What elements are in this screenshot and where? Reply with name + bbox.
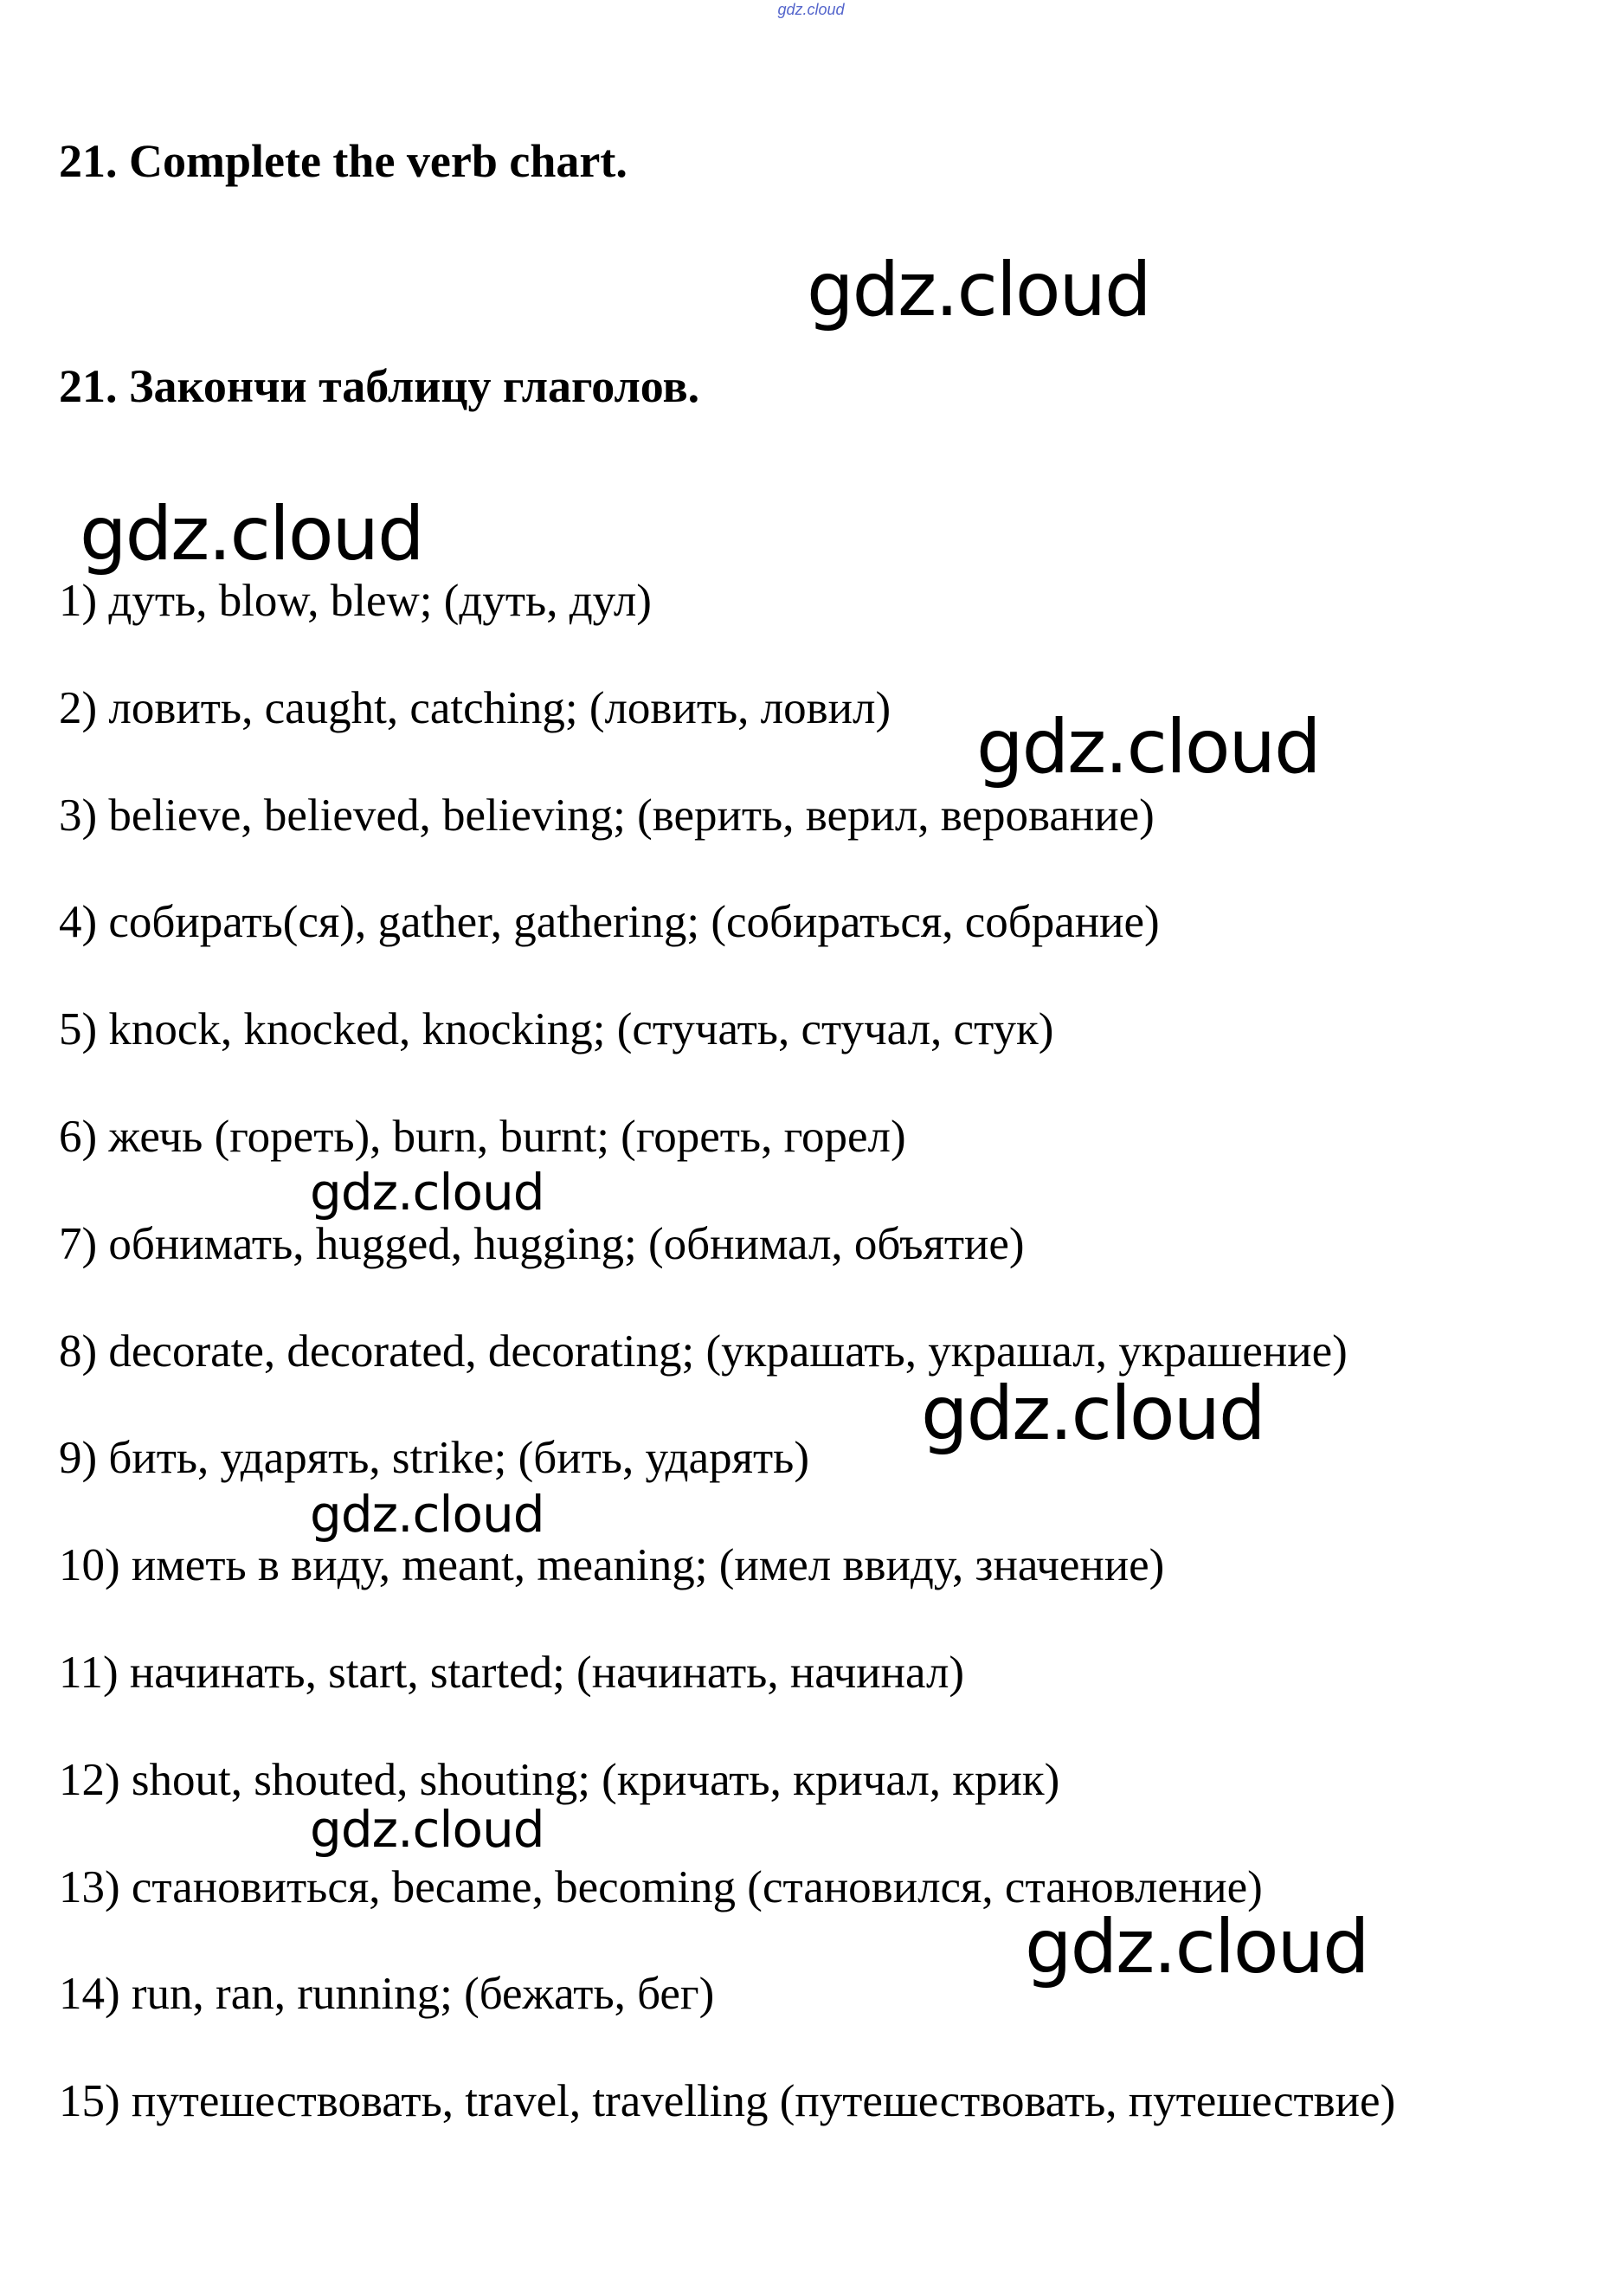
watermark: gdz.cloud <box>921 1371 1265 1457</box>
answer-line-13: 13) становиться, became, becoming (становился, становление) <box>59 1861 1263 1912</box>
watermark: gdz.cloud <box>1025 1904 1368 1990</box>
watermark: gdz.cloud <box>310 1163 544 1222</box>
answer-line-10: 10) иметь в виду, meant, meaning; (имел ввиду, значение) <box>59 1540 1165 1591</box>
answer-line-9: 9) бить, ударять, strike; (бить, ударять) <box>59 1433 809 1484</box>
answer-line-6: 6) жечь (гореть), burn, burnt; (гореть, горел) <box>59 1111 906 1162</box>
watermark: gdz.cloud <box>310 1800 544 1859</box>
answer-line-2: 2) ловить, caught, catching; (ловить, ловил) <box>59 682 891 733</box>
answer-line-1: 1) дуть, blow, blew; (дуть, дул) <box>59 576 652 626</box>
watermark: gdz.cloud <box>807 247 1150 333</box>
watermark: gdz.cloud <box>310 1485 544 1544</box>
answer-line-4: 4) собирать(ся), gather, gathering; (собираться, собрание) <box>59 897 1160 948</box>
answer-line-5: 5) knock, knocked, knocking; (стучать, стучал, стук) <box>59 1004 1054 1055</box>
answer-line-14: 14) run, ran, running; (бежать, бег) <box>59 1969 715 2020</box>
watermark: gdz.cloud <box>976 704 1320 790</box>
exercise-heading-english: 21. Complete the verb chart. <box>59 135 628 187</box>
answer-line-8: 8) decorate, decorated, decorating; (украшать, украшал, украшение) <box>59 1325 1348 1377</box>
top-watermark: gdz.cloud <box>777 1 845 18</box>
exercise-heading-russian: 21. Закончи таблицу глаголов. <box>59 360 700 412</box>
answer-line-12: 12) shout, shouted, shouting; (кричать, кричал, крик) <box>59 1754 1060 1805</box>
answer-line-11: 11) начинать, start, started; (начинать, начинал) <box>59 1647 965 1698</box>
answer-line-7: 7) обнимать, hugged, hugging; (обнимал, объятие) <box>59 1218 1025 1269</box>
watermark: gdz.cloud <box>80 491 423 577</box>
answer-line-3: 3) believe, believed, believing; (верить, верил, верование) <box>59 790 1155 841</box>
answer-line-15: 15) путешествовать, travel, travelling (путешествовать, путешествие) <box>59 2076 1396 2127</box>
